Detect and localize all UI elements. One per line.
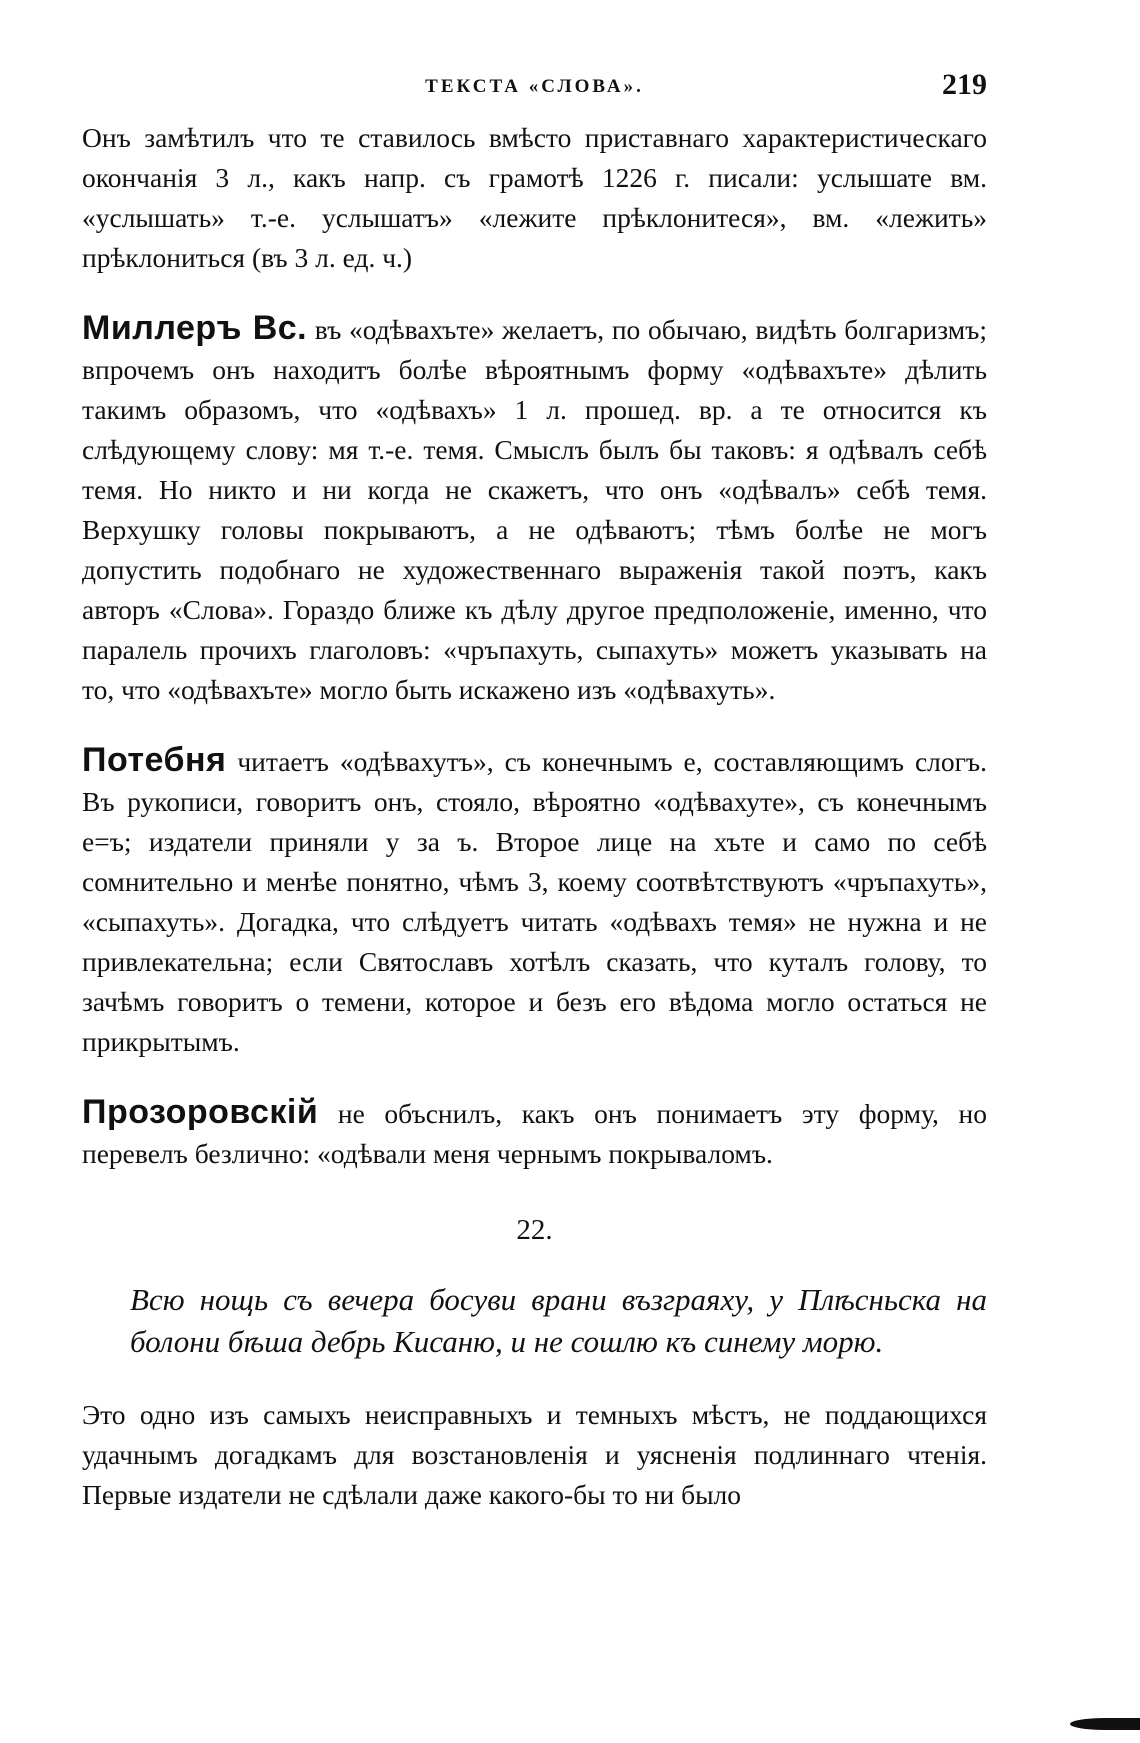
section-number: 22.	[516, 1214, 553, 1246]
page-number: 219	[942, 68, 987, 101]
paragraph-potebnya	[82, 740, 987, 1062]
author-name: Прозоровскій	[82, 1093, 319, 1131]
running-header	[82, 68, 987, 118]
book-page	[82, 68, 987, 1515]
author-name: Потебня	[82, 741, 227, 779]
page-edge-mark	[1070, 1718, 1140, 1730]
paragraph-text: читаетъ «одѣвахутъ», съ конечнымъ е, составляющимъ слогъ. Въ рукописи, говоритъ онъ, стояло, вѣроятно «одѣвахуте», съ конечнымъ е=ъ; издатели приняли у за ъ. Второе лице на хъте и само по себѣ сомнительно и менѣе понятно, чѣмъ 3, коему соотвѣтствуютъ «чръпахуть», «сыпахуть». Догадка, что слѣдуетъ читать «одѣвахъ темя» не нужна и не привлекательна; если Святославъ хотѣлъ сказать, что куталъ голову, то зачѣмъ говоритъ о темени, которое и безъ его вѣдома могло остаться не прикрытымъ.	[82, 746, 988, 1057]
quoted-verse: Всю нощь съ вечера босуви врани възграяху, у Плѣсньска на болони бѣша дебрь Кисаню, и не сошлю къ синему морю.	[130, 1282, 987, 1359]
paragraph-text: въ «одѣвахъте» желаетъ, по обычаю, видѣть болгаризмъ; впрочемъ онъ находитъ болѣе вѣроятнымъ форму «одѣвахъте» дѣлить такимъ образомъ, что «одѣвахъ» 1 л. прошед. вр. а те относится къ слѣдующему слову: мя т.-е. темя. Смыслъ былъ бы таковъ: я одѣвалъ себѣ темя. Но никто и ни когда не скажетъ, что онъ «одѣвалъ» себѣ темя. Верхушку головы покрываютъ, а не одѣваютъ; тѣмъ болѣе не могъ допустить подобнаго не художественнаго выраженія такой поэтъ, какъ авторъ «Слова». Гораздо ближе къ дѣлу другое предположеніе, именно, что паралель прочихъ глаголовъ: «чръпахуть, сыпахуть» можетъ указывать на то, что «одѣвахъте» могло быть искажено изъ «одѣвахуть».	[82, 314, 987, 705]
paragraph-miller	[82, 308, 987, 710]
author-name: Миллеръ Вс.	[82, 309, 308, 347]
paragraph-text: не объснилъ, какъ онъ понимаетъ эту форму, но перевелъ безлично: «одѣвали меня чернымъ покрываломъ.	[82, 1098, 987, 1169]
paragraph-prozorovsky	[82, 1092, 987, 1174]
paragraph-text: Онъ замѣтилъ что те ставилось вмѣсто приставнаго характеристическаго окончанія 3 л., какъ напр. съ грамотѣ 1226 г. писали: услышате вм. «услышать» т.-е. услышатъ» «лежите прѣклонитеся», вм. «лежить» прѣклониться (въ 3 л. ед. ч.)	[82, 122, 987, 273]
running-title: ТЕКСТА «СЛОВА».	[425, 76, 644, 97]
paragraph-intro	[82, 118, 987, 278]
section-body: Это одно изъ самыхъ неисправныхъ и темныхъ мѣстъ, не поддающихся удачнымъ догадкамъ для возстановленія и уясненія подлиннаго чтенія. Первые издатели не сдѣлали даже какого-бы то ни было	[82, 1399, 987, 1510]
